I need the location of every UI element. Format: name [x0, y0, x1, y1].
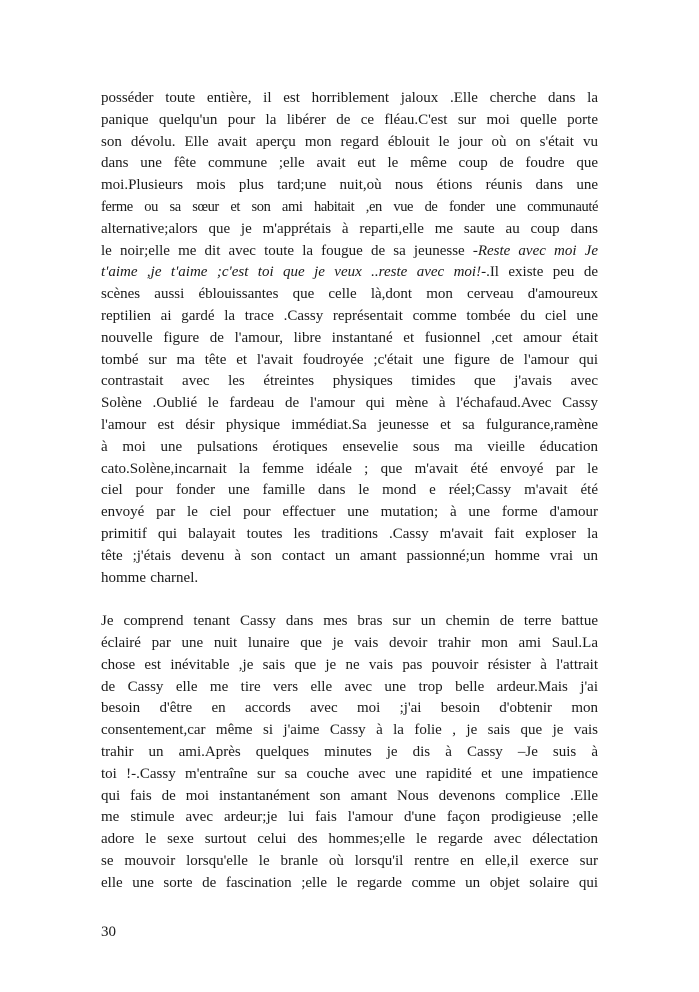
text-line	[101, 873, 598, 895]
text-segment: alternative;alors que je m'apprétais à reparti,elle me saute au coup dans	[101, 220, 598, 237]
text-line	[101, 742, 598, 764]
paragraph-2	[101, 611, 598, 894]
text-line	[101, 262, 598, 284]
text-segment: envoyé par le ciel pour effectuer une mutation; à une forme d'amour	[101, 504, 598, 521]
text-segment: posséder toute entière, il est horriblement jaloux .Elle cherche dans la	[101, 90, 598, 106]
text-segment: tête ;j'étais devenu à son contact un amant passionné;un homme vrai un	[101, 547, 598, 564]
text-line	[101, 350, 598, 372]
text-line	[101, 655, 598, 677]
text-segment: .Il existe peu de	[486, 264, 598, 281]
text-line	[101, 197, 598, 219]
text-line	[101, 393, 598, 415]
text-segment: Je comprend tenant Cassy dans mes bras sur un chemin de terre battue	[101, 613, 598, 630]
text-line	[101, 633, 598, 655]
text-segment: consentement,car même si j'aime Cassy à la folie , je sais que je vais	[101, 722, 598, 739]
text-line	[101, 611, 598, 633]
text-line	[101, 219, 598, 241]
page-number: 30	[101, 924, 116, 940]
text-segment: besoin d'être en accords avec moi ;j'ai besoin d'obtenir mon	[101, 700, 598, 717]
text-segment: à moi une pulsations érotiques ensevelie sous ma vieille éducation	[101, 438, 598, 455]
italic-text-segment: -Reste avec moi Je	[472, 242, 598, 259]
text-segment: chose est inévitable ,je sais que je ne vais pas pouvoir résister à l'attrait	[101, 656, 598, 673]
text-line	[101, 851, 598, 873]
italic-text-segment: t'aime ,je t'aime ;c'est toi que je veux ..reste avec moi!-	[101, 264, 487, 281]
text-segment: contrastait avec les étreintes physiques timides que j'avais avec	[101, 373, 598, 390]
text-line	[101, 241, 598, 263]
text-segment: Solène .Oublié le fardeau de l'amour qui mène à l'échafaud.Avec Cassy	[101, 395, 598, 412]
text-line	[101, 568, 598, 590]
text-line	[101, 764, 598, 786]
text-line	[101, 677, 598, 699]
text-line	[101, 306, 598, 328]
text-line	[101, 110, 598, 132]
text-segment: primitif qui balayait toutes les traditions .Cassy m'avait fait exploser la	[101, 525, 598, 542]
text-line	[101, 459, 598, 481]
text-segment: tombé sur ma tête et l'avait foudroyée ;c'était une figure de l'amour qui	[101, 351, 598, 368]
text-segment: de Cassy elle me tire vers elle avec une trop belle ardeur.Mais j'ai	[101, 678, 598, 695]
text-segment: son dévolu. Elle avait aperçu mon regard éblouit le jour où on s'était vu	[101, 133, 598, 150]
text-segment: adore le sexe surtout celui des hommes;elle le regarde avec délectation	[101, 831, 598, 848]
text-line	[101, 480, 598, 502]
text-segment: reptilien ai gardé la trace .Cassy représentait comme tombée du ciel une	[101, 307, 598, 324]
text-segment: qui fais de moi instantanément son amant Nous devenons complice .Elle	[101, 787, 598, 804]
text-segment: toi !-.Cassy m'entraîne sur sa couche avec une rapidité et une impatience	[101, 765, 598, 782]
text-segment: panique quelqu'un pour la libérer de ce fléau.C'est sur moi quelle porte	[101, 111, 598, 128]
text-line	[101, 328, 598, 350]
text-segment: ciel pour fonder une famille dans le mond e réel;Cassy m'avait été	[101, 482, 598, 499]
text-line	[101, 153, 598, 175]
text-line	[101, 437, 598, 459]
text-line	[101, 502, 598, 524]
text-line	[101, 132, 598, 154]
text-line	[101, 524, 598, 546]
text-line	[101, 546, 598, 568]
text-segment: scènes aussi éblouissantes que celle là,dont mon cerveau d'amoureux	[101, 286, 598, 303]
text-segment: homme charnel.	[101, 569, 199, 586]
text-segment: l'amour est désir physique immédiat.Sa jeunesse et sa fulgurance,ramène	[101, 416, 598, 433]
text-segment: ferme ou sa sœur et son ami habitait ,en vue de fonder une communauté	[101, 198, 598, 215]
text-segment: nouvelle figure de l'amour, libre instantané et fusionnel ,cet amour était	[101, 329, 598, 346]
paragraph-1	[101, 88, 598, 589]
text-segment: le noir;elle me dit avec toute la fougue de sa jeunesse	[101, 242, 473, 259]
text-line	[101, 415, 598, 437]
text-line	[101, 720, 598, 742]
text-segment: moi.Plusieurs mois plus tard;une nuit,où nous étions réunis dans une	[101, 177, 598, 194]
text-line	[101, 284, 598, 306]
text-line	[101, 88, 598, 110]
text-segment: dans une fête commune ;elle avait eut le même coup de foudre que	[101, 155, 598, 172]
text-segment: cato.Solène,incarnait la femme idéale ; que m'avait été envoyé par le	[101, 460, 598, 477]
text-line	[101, 175, 598, 197]
text-line	[101, 807, 598, 829]
text-segment: trahir un ami.Après quelques minutes je dis à Cassy –Je suis à	[101, 743, 598, 760]
text-segment: elle une sorte de fascination ;elle le regarde comme un objet solaire qui	[101, 874, 598, 891]
text-line	[101, 371, 598, 393]
text-line	[101, 698, 598, 720]
page-text	[101, 88, 598, 894]
text-segment: se mouvoir lorsqu'elle le branle où lorsqu'il rentre en elle,il exerce sur	[101, 852, 598, 869]
text-segment: éclairé par une nuit lunaire que je vais devoir trahir mon ami Saul.La	[101, 634, 598, 651]
text-line	[101, 786, 598, 808]
text-line	[101, 829, 598, 851]
text-segment: me stimule avec ardeur;je lui fais l'amour d'une façon prodigieuse ;elle	[101, 809, 598, 826]
